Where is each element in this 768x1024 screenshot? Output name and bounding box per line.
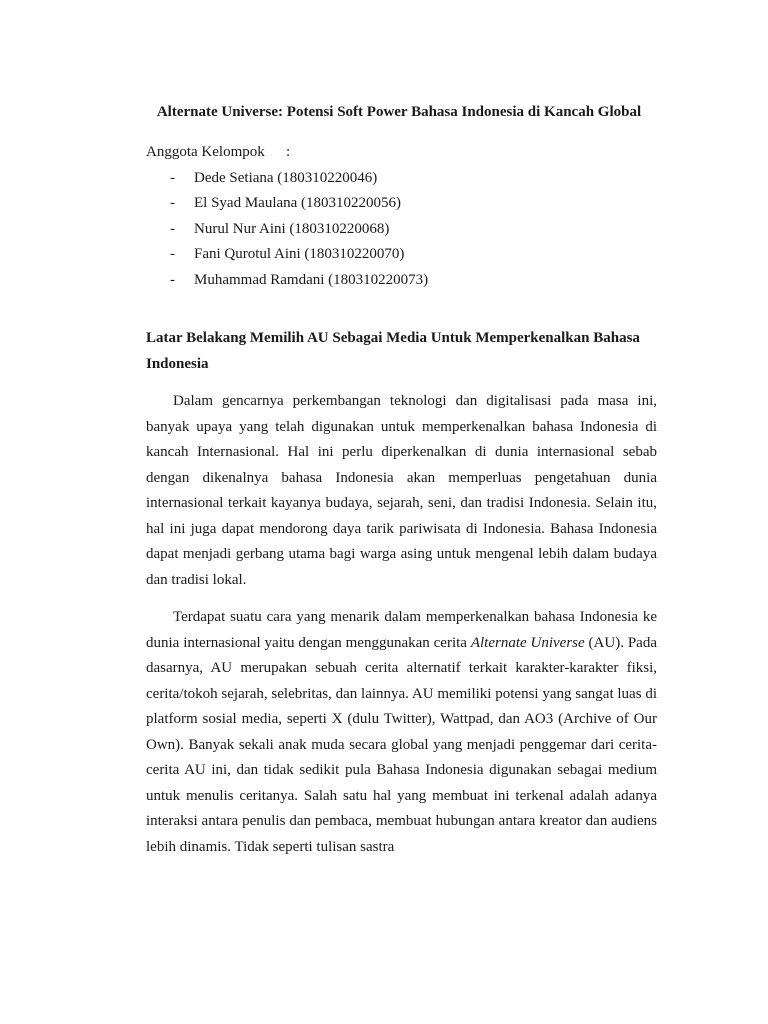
list-dash: -: [170, 246, 175, 263]
paragraph-2: [146, 605, 657, 860]
paragraph-1: Dalam gencarnya perkembangan teknologi dan digitalisasi pada masa ini, banyak upaya yang telah digunakan untuk memperkenalkan bahasa Indonesia di kancah Internasional. Hal ini perlu diperkenalkan di dunia internasional sebab dengan dikenalnya bahasa Indonesia akan memperluas pengetahuan dunia internasional terkait kayanya budaya, sejarah, seni, dan tradisi Indonesia. Selain itu, hal ini juga dapat mendorong daya tarik pariwisata di Indonesia. Bahasa Indonesia dapat menjadi gerbang utama bagi warga asing untuk mengenal lebih dalam budaya dan tradisi lokal.: [146, 393, 657, 588]
list-dash: -: [170, 169, 175, 186]
members-colon: :: [286, 144, 291, 160]
list-dash: -: [170, 220, 175, 237]
paragraph-2-start: Terdapat suatu cara yang menarik dalam memperkenalkan bahasa Indonesia ke dunia internasional yaitu dengan menggunakan cerita: [146, 609, 657, 651]
member-name: Fani Qurotul Aini (180310220070): [194, 246, 405, 263]
list-dash: -: [170, 195, 175, 212]
list-dash: -: [170, 271, 175, 288]
list-item: [146, 268, 666, 294]
member-name: Dede Setiana (180310220046): [194, 169, 378, 186]
background-section: [146, 326, 657, 860]
list-item: [146, 191, 666, 217]
member-name: Muhammad Ramdani (180310220073): [194, 271, 429, 288]
paragraph-2-italic-term: Alternate Universe: [470, 634, 585, 651]
members-label: Anggota Kelompok: [146, 144, 265, 160]
group-members: [146, 140, 666, 294]
list-item: [146, 242, 666, 268]
member-list: [146, 166, 666, 294]
section-heading: Latar Belakang Memilih AU Sebagai Media Untuk Memperkenalkan Bahasa Indonesia: [146, 330, 640, 372]
document-title: Alternate Universe: Potensi Soft Power Bahasa Indonesia di Kancah Global: [156, 104, 642, 120]
list-item: [146, 217, 666, 243]
paragraph-2-end: (AU). Pada dasarnya, AU merupakan sebuah cerita alternatif terkait karakter-karakter fiksi, cerita/tokoh sejarah, selebritas, dan lainnya. AU memiliki potensi yang sangat luas di platform sosial media, seperti X (dulu Twitter), Wattpad, dan AO3 (Archive of Our Own). Banyak sekali anak muda secara global yang menjadi penggemar dari cerita-cerita AU ini, dan tidak sedikit pula Bahasa Indonesia digunakan sebagai medium untuk menulis ceritanya. Salah satu hal yang membuat ini terkenal adalah adanya interaksi antara penulis dan pembaca, membuat hubungan antara kreator dan audiens lebih dinamis. Tidak seperti tulisan sastra: [146, 634, 657, 855]
members-heading: [146, 140, 666, 166]
member-name: Nurul Nur Aini (180310220068): [194, 220, 390, 237]
member-name: El Syad Maulana (180310220056): [194, 195, 402, 212]
list-item: [146, 166, 666, 192]
